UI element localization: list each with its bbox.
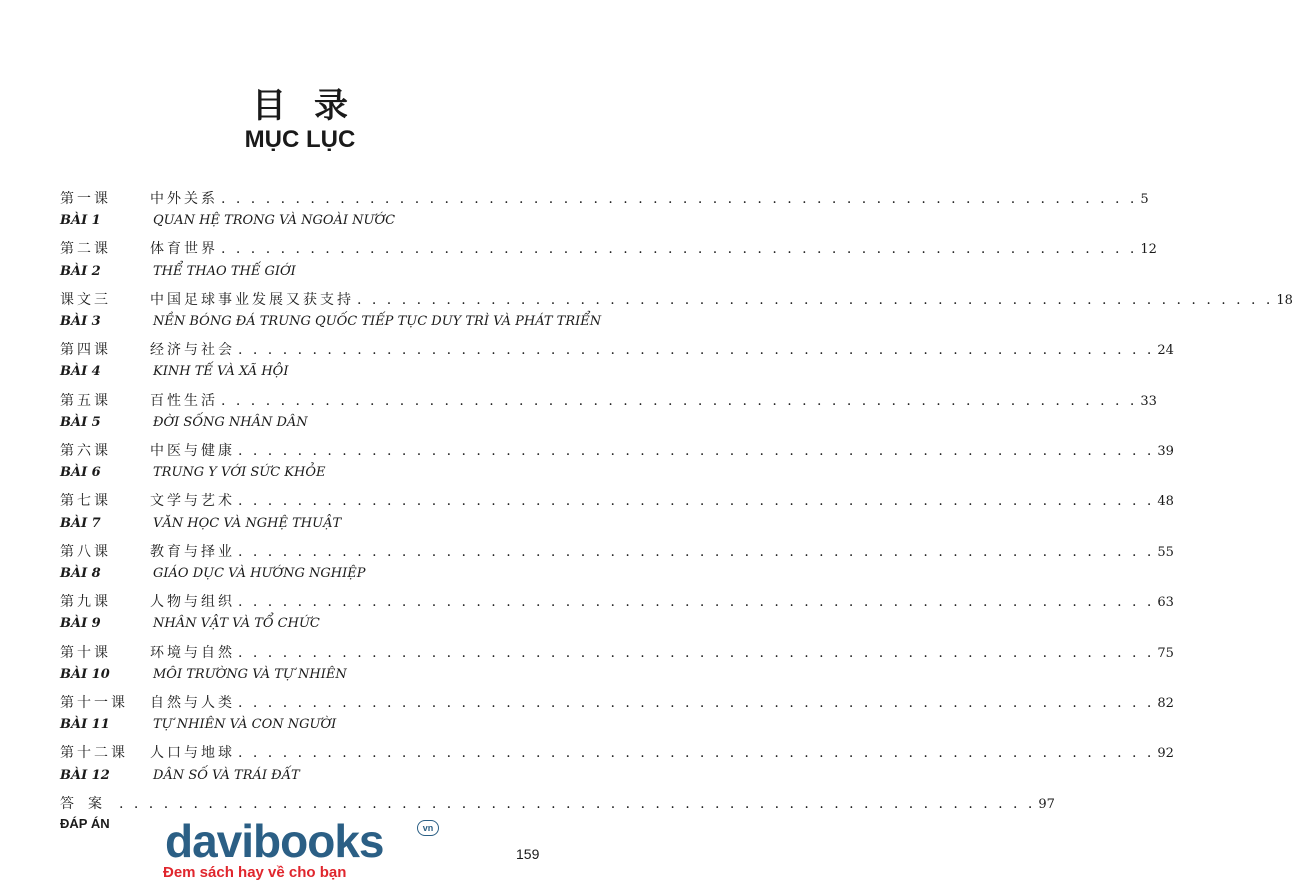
toc-entry-line xyxy=(150,490,1174,510)
lesson-number-vn: BÀI 1 xyxy=(60,213,101,229)
answers-line xyxy=(60,793,1055,813)
toc-entry[interactable] xyxy=(0,339,1174,361)
toc-entry-translation xyxy=(0,213,600,235)
lesson-number-vn: BÀI 4 xyxy=(60,364,101,380)
lesson-title: 百性生活 xyxy=(150,392,218,409)
toc-entry-line xyxy=(150,440,1174,460)
toc-entry-translation xyxy=(0,465,600,487)
page-ref: 33 xyxy=(1140,393,1157,409)
toc-entry[interactable] xyxy=(0,642,1174,664)
lesson-number: 第十二课 xyxy=(60,745,128,762)
lesson-title: 中外关系 xyxy=(150,191,218,207)
lesson-number: 第十课 xyxy=(60,644,111,661)
lesson-title-vn: QUAN HỆ TRONG VÀ NGOÀI NƯỚC xyxy=(153,213,396,229)
toc-entry[interactable] xyxy=(0,591,1174,613)
lesson-number: 第九课 xyxy=(60,594,111,611)
lesson-number-vn: BÀI 11 xyxy=(60,717,110,733)
lesson-title: 环境与自然 xyxy=(150,644,235,661)
toc-entry-line xyxy=(150,339,1174,359)
toc-entry-translation xyxy=(0,516,600,538)
lesson-title-vn: DÂN SỐ VÀ TRÁI ĐẤT xyxy=(153,767,300,783)
toc-entry-line xyxy=(150,642,1174,662)
toc-entry[interactable] xyxy=(0,692,1174,714)
page-ref: 55 xyxy=(1157,544,1174,560)
lesson-title-vn: TỰ NHIÊN VÀ CON NGƯỜI xyxy=(153,717,337,733)
lesson-number: 第六课 xyxy=(60,443,111,459)
toc-entry[interactable] xyxy=(0,390,1157,412)
toc-entry-answers[interactable] xyxy=(0,793,1055,815)
toc-entry-line xyxy=(150,742,1174,762)
dot-leader: . . . . . . . . . . . . . . . . . . . . . . . . . . . . . . . . . . . . . . . . . . . . . . . . . . . . . . . . . . . . . . xyxy=(221,392,1138,409)
dot-leader: . . . . . . . . . . . . . . . . . . . . . . . . . . . . . . . . . . . . . . . . . . . . . . . . . . . . . . . . . . . . . . xyxy=(238,443,1155,459)
lesson-title-vn: VĂN HỌC VÀ NGHỆ THUẬT xyxy=(153,515,342,531)
lesson-number: 第一课 xyxy=(60,191,111,207)
answers-page-ref: 97 xyxy=(1038,796,1055,812)
page-ref: 18 xyxy=(1276,292,1293,308)
page-title-vn: MỤC LỤC xyxy=(244,126,356,153)
lesson-title: 人口与地球 xyxy=(150,745,235,762)
page-ref: 82 xyxy=(1157,696,1174,711)
dot-leader: . . . . . . . . . . . . . . . . . . . . . . . . . . . . . . . . . . . . . . . . . . . . . . . . . . . . . . . . . . . . . . xyxy=(238,342,1155,359)
lesson-title: 经济与社会 xyxy=(150,342,235,359)
davibooks-logo[interactable] xyxy=(163,815,434,881)
lesson-title: 教育与择业 xyxy=(150,543,235,560)
toc-entry-line xyxy=(150,692,1174,712)
lesson-number: 第十一课 xyxy=(60,695,128,711)
lesson-title: 体育世界 xyxy=(150,241,218,258)
lesson-title-vn: TRUNG Y VỚI SỨC KHỎE xyxy=(153,465,326,481)
dot-leader: . . . . . . . . . . . . . . . . . . . . . . . . . . . . . . . . . . . . . . . . . . . . . . . . . . . . . . . . . . . . . . xyxy=(238,644,1155,661)
lesson-number: 第八课 xyxy=(60,543,111,560)
toc-entry[interactable] xyxy=(0,440,1174,462)
page-title-cn: 目录 xyxy=(252,86,376,126)
toc-entry[interactable] xyxy=(0,238,1157,260)
lesson-title-vn: NỀN BÓNG ĐÁ TRUNG QUỐC TIẾP TỤC DUY TRÌ VÀ PHÁT TRIỂN xyxy=(153,314,602,329)
toc-entry-line xyxy=(150,238,1157,258)
lesson-number-vn: BÀI 3 xyxy=(60,314,101,329)
lesson-title: 自然与人类 xyxy=(150,695,235,711)
toc-entry-line xyxy=(150,289,1293,309)
toc-entry-translation xyxy=(0,264,600,286)
dot-leader: . . . . . . . . . . . . . . . . . . . . . . . . . . . . . . . . . . . . . . . . . . . . . . . . . . . . . . . . . . . . . . xyxy=(238,493,1155,510)
answers-title-vn: ĐÁP ÁN xyxy=(60,816,110,831)
logo-text-davi: davi xyxy=(165,815,254,867)
lesson-title-vn: MÔI TRƯỜNG VÀ TỰ NHIÊN xyxy=(153,666,347,682)
page-ref: 75 xyxy=(1157,645,1174,661)
toc-entry[interactable] xyxy=(0,188,1149,210)
toc-entry-line xyxy=(150,541,1174,561)
lesson-number: 第七课 xyxy=(60,493,111,510)
dot-leader: . . . . . . . . . . . . . . . . . . . . . . . . . . . . . . . . . . . . . . . . . . . . . . . . . . . . . . . . . . . . . . xyxy=(357,291,1274,308)
logo-slogan: Đem sách hay về cho bạn xyxy=(163,864,347,881)
lesson-title: 文学与艺术 xyxy=(150,493,235,510)
dot-leader: . . . . . . . . . . . . . . . . . . . . . . . . . . . . . . . . . . . . . . . . . . . . . . . . . . . . . . . . . . . . . . xyxy=(221,191,1138,207)
lesson-title: 人物与组织 xyxy=(150,594,235,611)
lesson-number-vn: BÀI 9 xyxy=(60,616,101,632)
lesson-title: 中医与健康 xyxy=(150,443,235,459)
toc-entry-translation xyxy=(0,364,600,386)
lesson-title-vn: NHÂN VẬT VÀ TỔ CHỨC xyxy=(153,616,320,632)
lesson-number-vn: BÀI 8 xyxy=(60,566,101,581)
toc-entry-translation xyxy=(0,717,600,739)
lesson-title-vn: ĐỜI SỐNG NHÂN DÂN xyxy=(153,414,308,430)
page-ref: 12 xyxy=(1140,242,1157,258)
page-ref: 48 xyxy=(1157,494,1174,510)
lesson-title-vn: THỂ THAO THẾ GIỚI xyxy=(153,263,296,279)
page-ref: 24 xyxy=(1157,343,1174,359)
lesson-title: 中国足球事业发展又获支持 xyxy=(150,291,354,308)
page-ref: 92 xyxy=(1157,746,1174,762)
page-ref: 63 xyxy=(1157,595,1174,611)
toc-entry-line xyxy=(150,390,1157,410)
lesson-number: 第二课 xyxy=(60,241,111,258)
dot-leader: . . . . . . . . . . . . . . . . . . . . . . . . . . . . . . . . . . . . . . . . . . . . . . . . . . . . . . . . . . . . . . xyxy=(238,745,1155,762)
dot-leader: . . . . . . . . . . . . . . . . . . . . . . . . . . . . . . . . . . . . . . . . . . . . . . . . . . . . . . . . . . . . . . xyxy=(221,241,1138,258)
toc-entry[interactable] xyxy=(0,490,1174,512)
lesson-title-vn: GIÁO DỤC VÀ HƯỚNG NGHIỆP xyxy=(153,566,366,581)
lesson-number-vn: BÀI 7 xyxy=(60,515,101,531)
toc-entry-translation xyxy=(0,768,600,790)
dot-leader: . . . . . . . . . . . . . . . . . . . . . . . . . . . . . . . . . . . . . . . . . . . . . . . . . . . . . . . . . . . . . . xyxy=(119,795,1036,812)
logo-text-books: books xyxy=(253,815,384,867)
toc-entry-translation xyxy=(0,415,600,437)
toc-entry-translation xyxy=(0,616,600,638)
dot-leader: . . . . . . . . . . . . . . . . . . . . . . . . . . . . . . . . . . . . . . . . . . . . . . . . . . . . . . . . . . . . . . xyxy=(238,695,1155,711)
lesson-number-vn: BÀI 10 xyxy=(60,666,110,682)
toc-entry-translation xyxy=(0,566,600,588)
lesson-number: 第五课 xyxy=(60,392,111,409)
lesson-title-vn: KINH TẾ VÀ XÃ HỘI xyxy=(153,364,289,380)
toc-entry-line xyxy=(150,188,1149,208)
lesson-number-vn: BÀI 2 xyxy=(60,263,101,279)
toc-entry-translation xyxy=(0,667,600,689)
page-ref: 5 xyxy=(1140,192,1149,207)
dot-leader: . . . . . . . . . . . . . . . . . . . . . . . . . . . . . . . . . . . . . . . . . . . . . . . . . . . . . . . . . . . . . . xyxy=(238,594,1155,611)
toc-entry[interactable] xyxy=(0,541,1174,563)
lesson-number-vn: BÀI 12 xyxy=(60,767,110,783)
lesson-number-vn: BÀI 6 xyxy=(60,465,101,481)
dot-leader: . . . . . . . . . . . . . . . . . . . . . . . . . . . . . . . . . . . . . . . . . . . . . . . . . . . . . . . . . . . . . . xyxy=(238,543,1155,560)
lesson-number: 课文三 xyxy=(60,291,111,308)
page-ref: 39 xyxy=(1157,444,1174,459)
toc-entry-translation xyxy=(0,314,600,336)
logo-vn-badge: vn xyxy=(417,820,439,836)
lesson-number: 第四课 xyxy=(60,342,111,359)
lesson-number-vn: BÀI 5 xyxy=(60,414,101,430)
page-number: 159 xyxy=(516,846,540,862)
toc-entry[interactable] xyxy=(0,742,1174,764)
toc-entry[interactable] xyxy=(0,289,1293,311)
toc-entry-line xyxy=(150,591,1174,611)
answers-title: 答案 xyxy=(60,795,116,812)
